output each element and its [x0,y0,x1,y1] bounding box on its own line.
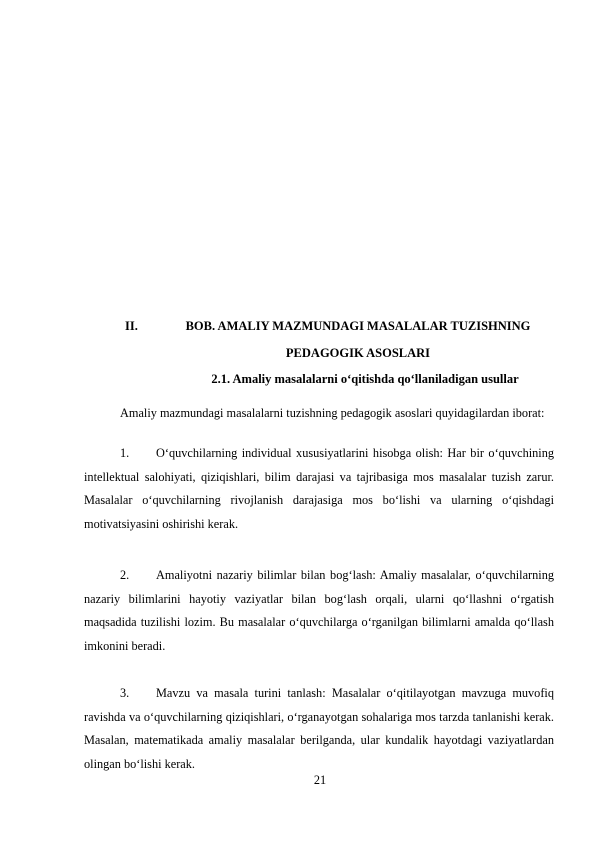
list-item [84,564,554,658]
list-item [84,682,554,776]
section-title: 2.1. Amaliy masalalarni o‘qitishda qo‘llaniladigan usullar [211,372,519,386]
list-item [84,442,554,536]
list-item-number: 1. [120,446,130,460]
list-item-text: O‘quvchilarning individual xususiyatlarini hisobga olish: Har bir o‘quvchining intellektual salohiyati, qiziqishlari, bilim darajasi va tajribasiga mos masalalar tuzish zarur. Masalalar o‘quvchilarning rivojlanish darajasiga mos bo‘lishi va ularning o‘qishdagi motivatsiyasini oshirishi kerak. [84,446,554,531]
page-number: 21 [313,773,327,787]
list-item-number: 3. [120,686,130,700]
intro-paragraph: Amaliy mazmundagi masalalarni tuzishning pedagogik asoslari quyidagilardan iborat: [120,406,545,420]
chapter-number: II. [125,319,138,333]
chapter-title-line1: BOB. AMALIY MAZMUNDAGI MASALALAR TUZISHNING [185,319,531,333]
chapter-title-line2: PEDAGOGIK ASOSLARI [285,346,431,360]
list-item-text: Amaliyotni nazariy bilimlar bilan bog‘lash: Amaliy masalalar, o‘quvchilarning nazariy bilimlarini hayotiy vaziyatlar bilan bog‘lash orqali, ularni qo‘llashni o‘rgatish maqsadida tuzilishi lozim. Bu masalalar o‘quvchilarga o‘rganilgan bilimlarni amalda qo‘llash imkonini beradi. [84,568,554,653]
list-item-number: 2. [120,568,130,582]
list-item-text: Mavzu va masala turini tanlash: Masalalar o‘qitilayotgan mavzuga muvofiq ravishda va o‘quvchilarning qiziqishlari, o‘rganayotgan sohalariga mos tarzda tanlanishi kerak. Masalan, matematikada amaliy masalalar berilganda, ular kundalik hayotdagi vaziyatlardan olingan bo‘lishi kerak. [84,686,554,771]
